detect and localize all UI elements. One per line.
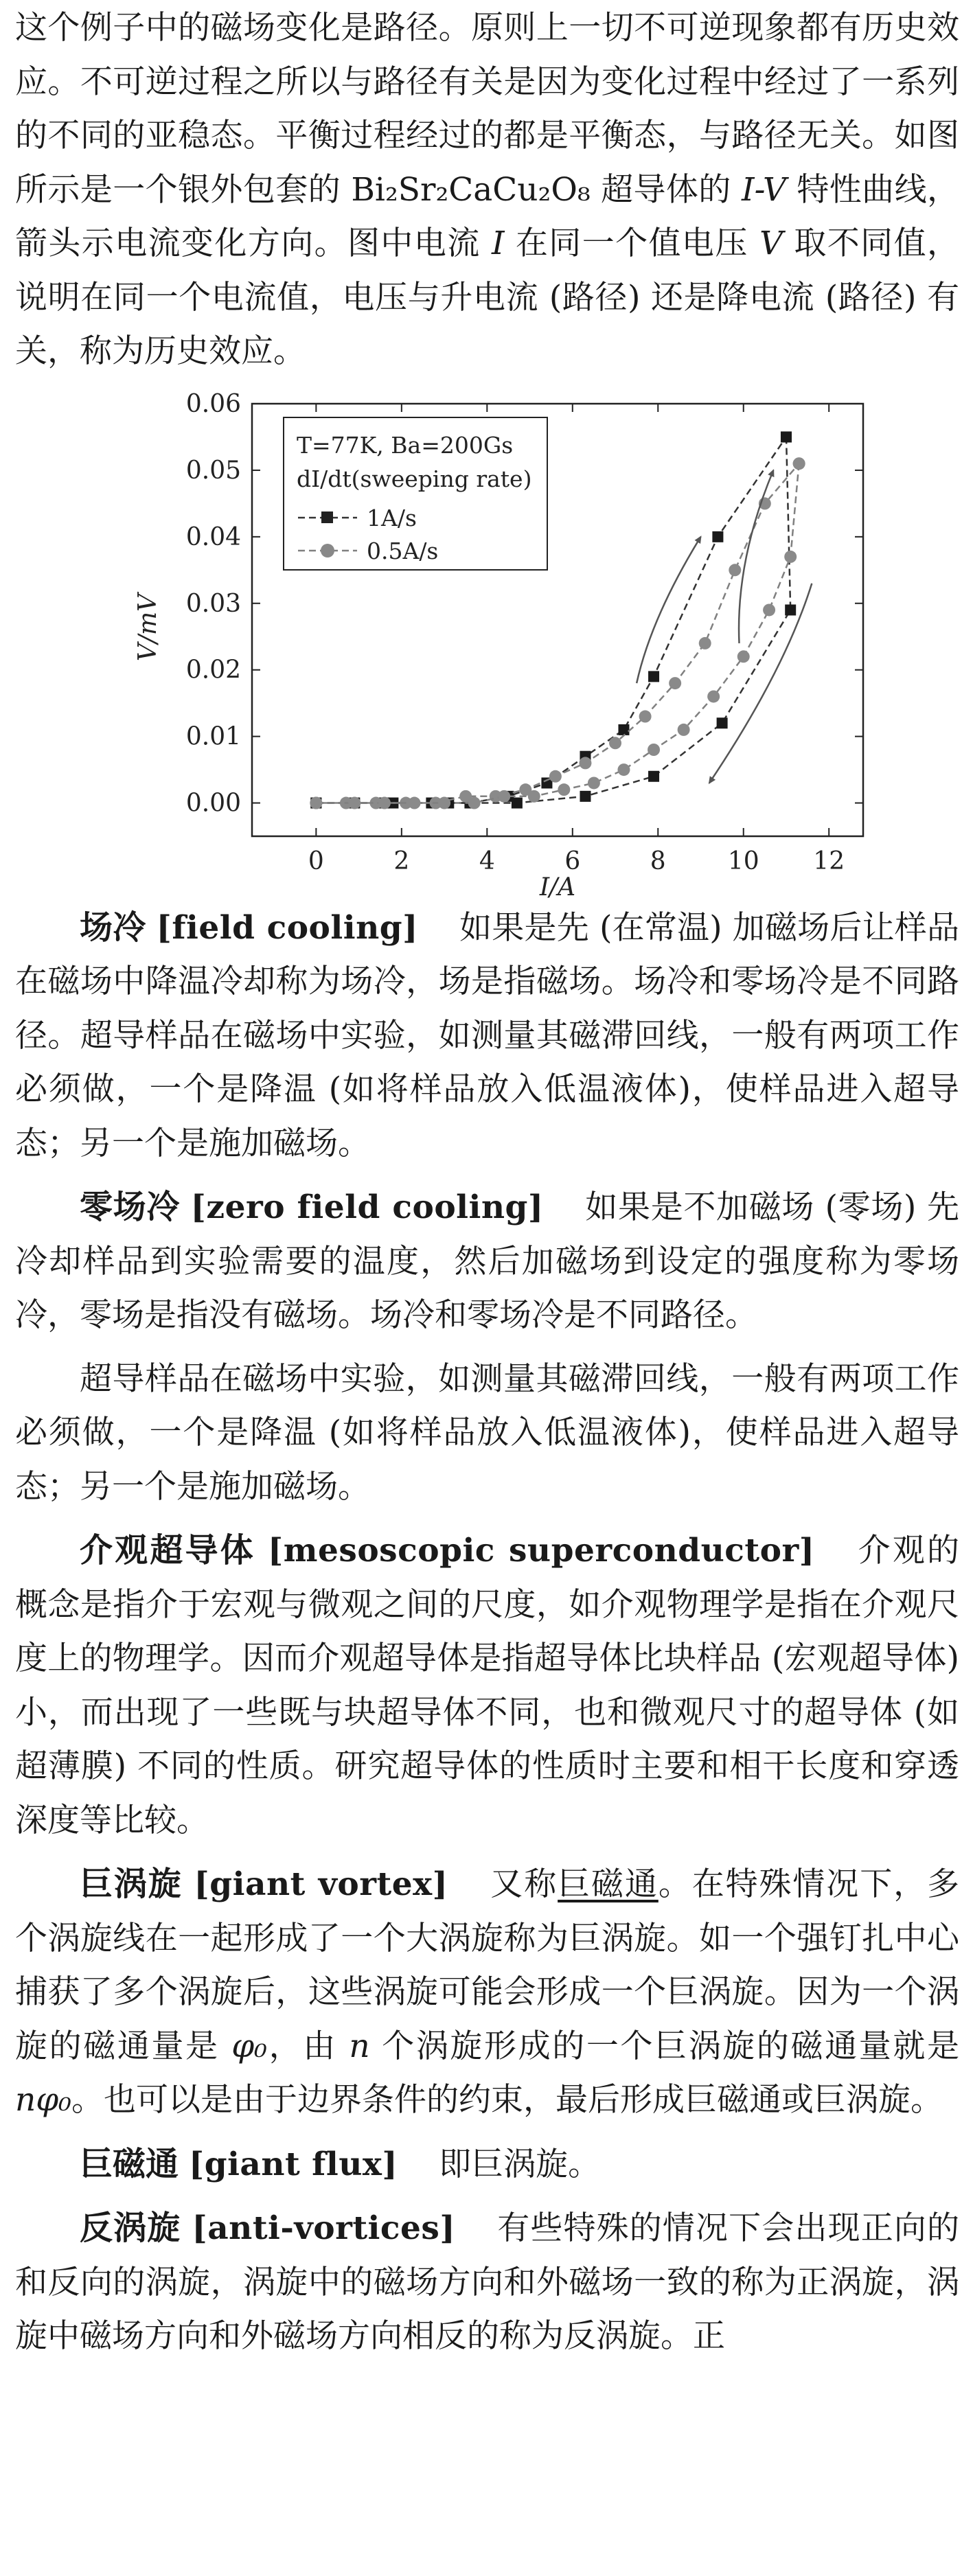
y-tick-label: 0.03 xyxy=(185,589,241,618)
direction-arrow xyxy=(739,470,773,643)
term-definition: 如果是不加磁场 (零场) 先冷却样品到实验需要的温度，然后加磁场到设定的强度称为零场冷，零场是指没有磁场。场冷和零场冷是不同路径。 xyxy=(15,1188,959,1334)
cross-reference-giant-flux: 巨磁通 xyxy=(558,1865,659,1903)
x-tick-label: 12 xyxy=(813,847,845,875)
x-tick-label: 2 xyxy=(393,847,410,875)
entry-giant-vortex xyxy=(15,1857,959,2128)
direction-arrow xyxy=(709,583,812,783)
term-heading: 介观超导体 xyxy=(80,1531,255,1569)
data-point-circle xyxy=(763,603,775,616)
text-span: 取不同值，说明在同一个电流值，电压与升电流 (路径) 还是降电流 (路径) 有关，称为历史效应。 xyxy=(15,225,959,370)
text-span: 特性曲线，箭头示电流变化方向。图中电流 xyxy=(15,170,959,262)
x-tick-label: 6 xyxy=(564,847,581,875)
data-point-circle xyxy=(310,796,322,809)
term-heading: 巨磁通 xyxy=(80,2144,179,2183)
term-english: [mesoscopic superconductor] xyxy=(267,1532,815,1569)
data-point-circle xyxy=(639,710,652,722)
data-point-circle xyxy=(669,677,681,689)
data-point-square xyxy=(712,531,723,542)
entry-anti-vortices xyxy=(15,2201,959,2364)
text-span: 这个例子中的磁场变化是路径。原则上一切不可逆现象都有历史效应。不可逆过程之所以与路径有关是因为变化过程中经过了一系列的不同的亚稳态。平衡过程经过的都是平衡态，与路径无关。如图所示是一个银外包套的 xyxy=(15,9,959,209)
data-point-square xyxy=(781,431,792,442)
entry-zero-field-cooling xyxy=(15,1180,959,1343)
term-definition: 个涡旋形成的一个巨涡旋的磁通量就是 xyxy=(369,2027,959,2065)
term-heading: 场冷 xyxy=(80,908,146,947)
data-point-circle xyxy=(558,783,570,796)
text-span: 在同一个值电压 xyxy=(504,225,760,262)
data-point-circle xyxy=(678,723,690,735)
x-tick-label: 4 xyxy=(479,847,495,875)
data-point-circle xyxy=(588,777,600,789)
data-point-circle xyxy=(737,650,750,663)
term-definition: ，由 xyxy=(266,2027,350,2065)
iv-chart xyxy=(111,387,867,901)
term-definition: 即巨涡旋。 xyxy=(439,2145,601,2183)
x-tick-label: 8 xyxy=(650,847,666,875)
legend-label-1As: 1A/s xyxy=(367,504,417,531)
term-definition: 又称 xyxy=(489,1865,558,1903)
entry-field-cooling xyxy=(15,901,959,1171)
data-point-circle xyxy=(609,737,621,749)
legend-label-05As: 0.5A/s xyxy=(367,537,439,564)
data-point-square xyxy=(648,671,659,682)
term-english: [field cooling] xyxy=(156,908,418,947)
math-v: V xyxy=(759,225,783,262)
data-point-circle xyxy=(793,457,805,470)
data-point-square xyxy=(717,717,728,728)
entry-giant-flux xyxy=(15,2137,959,2192)
term-definition: 介观的概念是指介于宏观与微观之间的尺度，如介观物理学是指在介观尺度上的物理学。因而介观超导体是指超导体比块样品 (宏观超导体) 小，而出现了一些既与块超导体不同，也和微观尺寸的超导体 (如超薄膜) 不同的性质。研究超导体的性质时主要和相干长度和穿透深度等比较。 xyxy=(15,1532,959,1839)
data-point-circle xyxy=(498,790,510,802)
data-point-circle xyxy=(617,763,630,776)
math-phi0: φ₀ xyxy=(231,2027,267,2065)
term-heading: 反涡旋 xyxy=(80,2209,181,2247)
data-point-square xyxy=(785,604,796,615)
term-definition: 如果是先 (在常温) 加磁场后让样品在磁场中降温冷却称为场冷，场是指磁场。场冷和零场冷是不同路径。超导样品在磁场中实验，如测量其磁滞回线，一般有两项工作必须做，一个是降温 (如将样品放入低温液体)，使样品进入超导态；另一个是施加磁场。 xyxy=(15,908,959,1162)
data-point-square xyxy=(648,770,659,781)
term-definition: 。在特殊情况下，多个涡旋线在一起形成了一个大涡旋称为巨涡旋。如一个强钉扎中心捕获了多个涡旋后，这些涡旋可能会形成一个巨涡旋。因为一个涡旋的磁通量是 xyxy=(15,1865,960,2065)
data-point-circle xyxy=(579,757,591,769)
data-point-circle xyxy=(468,796,481,809)
data-point-square xyxy=(618,724,629,735)
data-point-circle xyxy=(699,636,711,649)
data-point-circle xyxy=(784,550,797,562)
chemical-formula: Bi₂Sr₂CaCu₂O₈ xyxy=(351,170,591,209)
y-tick-label: 0.01 xyxy=(185,722,241,751)
y-tick-label: 0.06 xyxy=(185,389,241,418)
x-tick-label: 0 xyxy=(308,847,324,875)
entry-mesoscopic-superconductor xyxy=(15,1523,959,1848)
term-heading: 巨涡旋 xyxy=(80,1865,183,1903)
text-span: 超导体的 xyxy=(590,170,742,209)
data-point-circle xyxy=(707,690,720,702)
iv-curve-figure xyxy=(15,387,959,901)
data-point-circle xyxy=(438,796,450,809)
data-point-circle xyxy=(729,564,741,576)
term-definition: 有些特殊的情况下会出现正向的和反向的涡旋，涡旋中的磁场方向和外磁场一致的称为正涡旋，涡旋中磁场方向和外磁场方向相反的称为反涡旋。正 xyxy=(15,2209,959,2355)
data-point-circle xyxy=(348,796,360,809)
x-axis-label: I/A xyxy=(539,873,576,901)
math-nphi0: nφ₀ xyxy=(15,2081,72,2119)
math-n: n xyxy=(349,2027,370,2065)
y-tick-label: 0.04 xyxy=(185,522,241,551)
y-tick-label: 0.05 xyxy=(185,456,241,485)
zero-field-cooling-extra: 超导样品在磁场中实验，如测量其磁滞回线，一般有两项工作必须做，一个是降温 (如将样品放入低温液体)，使样品进入超导态；另一个是施加磁场。 xyxy=(15,1359,959,1506)
y-tick-label: 0.02 xyxy=(185,656,241,685)
arrow-layer xyxy=(637,470,812,783)
term-english: [anti-vortices] xyxy=(192,2209,456,2247)
term-heading: 零场冷 xyxy=(80,1188,181,1226)
data-point-circle xyxy=(648,744,660,756)
term-english: [zero field cooling] xyxy=(190,1188,544,1226)
term-english: [giant flux] xyxy=(188,2145,398,2183)
legend-marker-square xyxy=(321,511,333,523)
data-point-circle xyxy=(409,796,421,809)
data-point-circle xyxy=(378,796,391,809)
data-point-square xyxy=(580,790,591,801)
intro-paragraph xyxy=(15,1,959,379)
term-definition: 。也可以是由于边界条件的约束，最后形成巨磁通或巨涡旋。 xyxy=(71,2081,943,2119)
legend-title-1: T=77K, Ba=200Gs xyxy=(297,431,514,459)
data-point-circle xyxy=(549,770,562,782)
legend-title-2: dI/dt(sweeping rate) xyxy=(297,465,532,492)
term-english: [giant vortex] xyxy=(194,1865,448,1903)
data-point-square xyxy=(512,797,523,808)
x-tick-label: 10 xyxy=(727,847,759,875)
data-point-circle xyxy=(528,790,540,802)
legend-marker-circle xyxy=(321,544,334,557)
y-axis-label: V/mV xyxy=(134,593,162,661)
legend xyxy=(284,417,547,570)
y-tick-label: 0.00 xyxy=(185,789,241,818)
math-i: I xyxy=(491,225,505,262)
math-iv: I-V xyxy=(742,170,787,209)
